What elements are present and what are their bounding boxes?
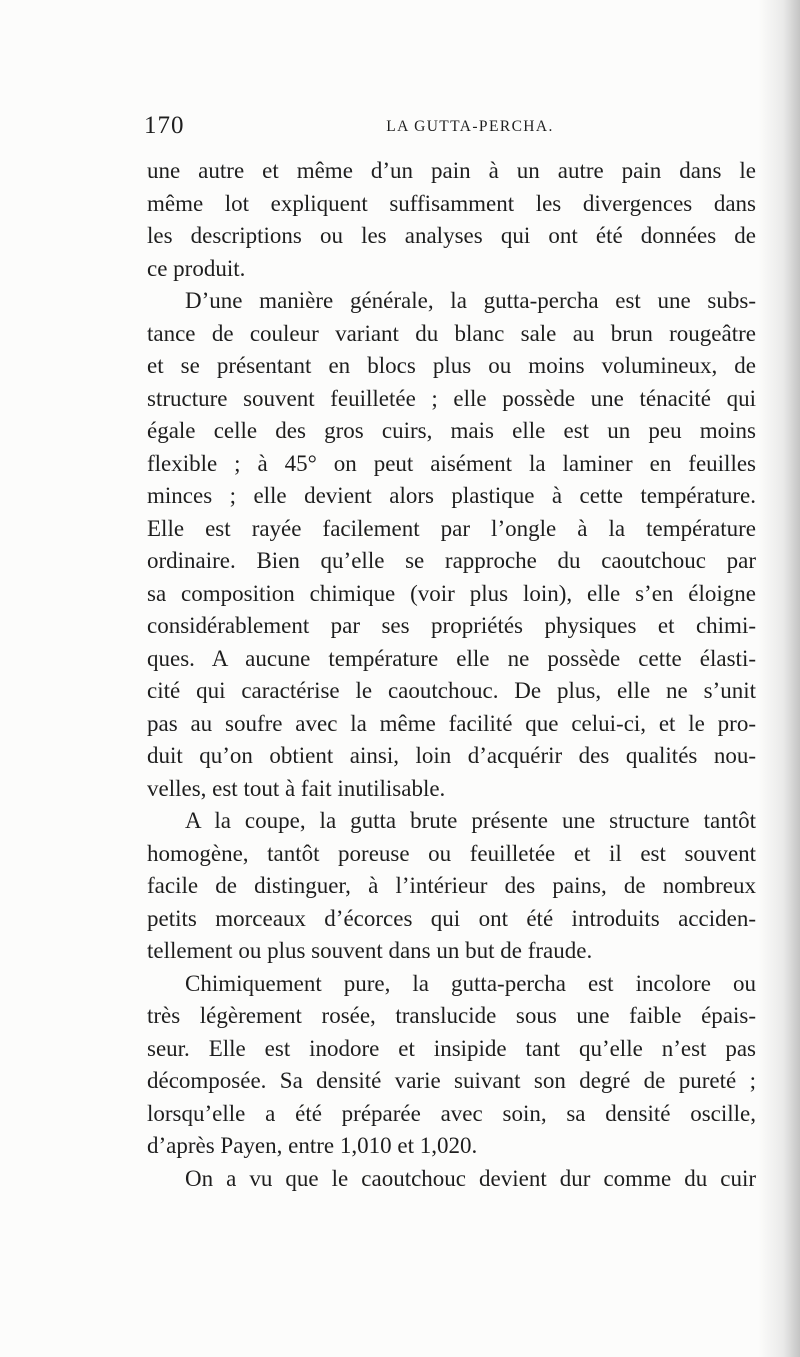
text-line: On a vu que le caoutchouc devient dur comme du cuir xyxy=(185,1165,756,1191)
text-line: facile de distinguer, à l’intérieur des pains, de nombreux xyxy=(147,873,756,898)
text-line: ce produit. xyxy=(147,255,246,281)
text-line: cité qui caractérise le caoutchouc. De plus, elle ne s’unit xyxy=(147,678,756,703)
text-line: duit qu’on obtient ainsi, loin d’acquérir des qualités nou- xyxy=(147,743,756,768)
text-line: décomposée. Sa densité varie suivant son degré de pureté ; xyxy=(147,1068,756,1093)
text-line: ordinaire. Bien qu’elle se rapproche du caoutchouc par xyxy=(147,548,756,573)
text-line: même lot expliquent suffisamment les divergences dans xyxy=(147,190,756,216)
page-edge-shadow xyxy=(758,0,800,1357)
text-line: minces ; elle devient alors plastique à cette température. xyxy=(147,483,756,508)
text-line: lorsqu’elle a été préparée avec soin, sa densité oscille, xyxy=(147,1100,756,1126)
text-line: Elle est rayée facilement par l’ongle à la température xyxy=(147,515,756,541)
text-line: tance de couleur variant du blanc sale au brun rougeâtre xyxy=(147,320,756,346)
text-line: flexible ; à 45° on peut aisément la laminer en feuilles xyxy=(147,450,756,476)
text-line: très légèrement rosée, translucide sous une faible épais- xyxy=(147,1003,756,1028)
text-line: A la coupe, la gutta brute présente une structure tantôt xyxy=(185,808,756,833)
text-line: égale celle des gros cuirs, mais elle est un peu moins xyxy=(147,418,756,443)
text-line: D’une manière générale, la gutta-percha est une subs- xyxy=(185,288,756,313)
text-line: Chimiquement pure, la gutta-percha est incolore ou xyxy=(185,970,756,996)
text-line: sa composition chimique (voir plus loin), elle s’en éloigne xyxy=(147,580,756,606)
text-line: une autre et même d’un pain à un autre pain dans le xyxy=(147,158,756,183)
text-line: petits morceaux d’écorces qui ont été introduits acciden- xyxy=(147,905,756,931)
text-line: pas au soufre avec la même facilité que celui-ci, et le pro- xyxy=(147,710,756,736)
text-line: structure souvent feuilletée ; elle possède une ténacité qui xyxy=(147,385,756,411)
running-title: LA GUTTA-PERCHA. xyxy=(386,118,554,135)
text-line: homogène, tantôt poreuse ou feuilletée et il est souvent xyxy=(147,840,756,866)
text-line: les descriptions ou les analyses qui ont été données de xyxy=(147,223,756,248)
text-line: seur. Elle est inodore et insipide tant qu’elle n’est pas xyxy=(147,1035,756,1061)
page-header xyxy=(144,112,756,142)
text-line: d’après Payen, entre 1,010 et 1,020. xyxy=(147,1133,478,1158)
body-text xyxy=(147,155,756,1195)
page-number: 170 xyxy=(144,112,185,139)
text-line: tellement ou plus souvent dans un but de fraude. xyxy=(147,938,593,963)
text-line: et se présentant en blocs plus ou moins volumineux, de xyxy=(147,353,756,378)
text-line: ques. A aucune température elle ne possède cette élasti- xyxy=(147,645,756,671)
text-line: considérablement par ses propriétés physiques et chimi- xyxy=(147,613,756,638)
text-line: velles, est tout à fait inutilisable. xyxy=(147,775,446,801)
